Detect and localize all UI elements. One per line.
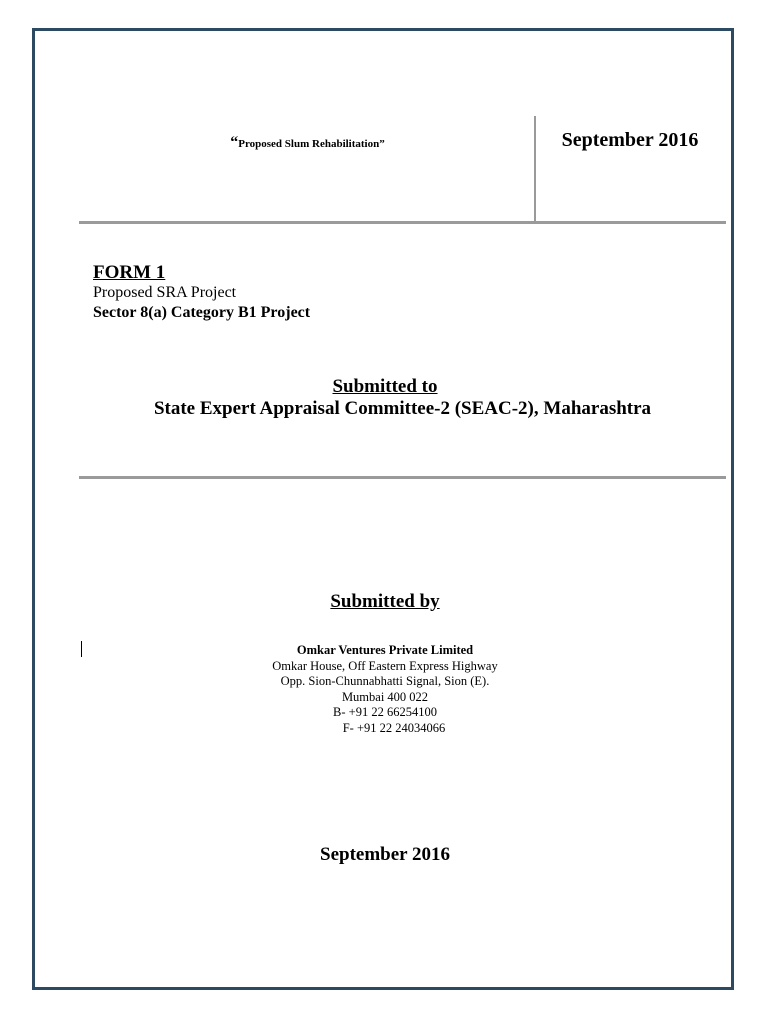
- company-address-block: [0, 643, 770, 736]
- submitted-by-label: Submitted by: [330, 591, 440, 612]
- project-title-text: Proposed Slum Rehabilitation”: [238, 138, 385, 150]
- fax-number: F- +91 22 24034066: [342, 720, 446, 735]
- project-title: [80, 134, 535, 152]
- form-category: Sector 8(a) Category B1 Project: [93, 304, 311, 321]
- address-line-1: Omkar House, Off Eastern Express Highway: [272, 658, 498, 673]
- submitted-to-label: Submitted to: [332, 376, 438, 397]
- address-line-2: Opp. Sion-Chunnabhatti Signal, Sion (E).: [280, 674, 490, 688]
- open-quote: “: [230, 134, 239, 151]
- company-name: Omkar Ventures Private Limited: [296, 643, 474, 657]
- header-date: September 2016: [561, 129, 699, 151]
- phone-number: B- +91 22 66254100: [333, 705, 437, 719]
- form-title: FORM 1: [93, 262, 166, 283]
- form-subtitle: Proposed SRA Project: [93, 284, 237, 301]
- footer-date: September 2016: [320, 844, 450, 865]
- committee-name: State Expert Appraisal Committee-2 (SEAC-2), Maharashtra: [153, 398, 652, 419]
- section-divider: [79, 476, 726, 479]
- address-city: Mumbai 400 022: [341, 689, 429, 704]
- header-divider: [79, 221, 726, 224]
